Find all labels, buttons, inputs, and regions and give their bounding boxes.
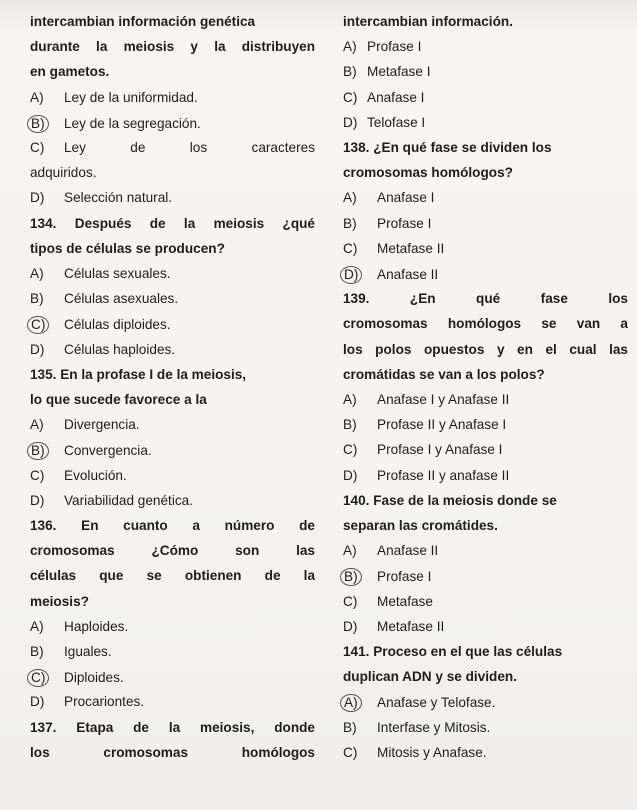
question-text-line: los polos opuestos y en el cual las [343, 341, 628, 357]
question-text-line: en gametos. [30, 64, 110, 80]
option-text: Interfase y Mitosis. [377, 719, 491, 735]
question-text-line: separan las cromátides. [343, 518, 498, 533]
option-text: Anafase I y Anafase II [377, 392, 510, 407]
option-letter [30, 140, 64, 156]
answer-option [30, 140, 315, 156]
answer-option [343, 543, 438, 559]
answer-option [343, 720, 490, 736]
circled-answer-mark: B) [340, 568, 362, 586]
answer-option [30, 644, 112, 660]
option-letter-text: A) [30, 266, 44, 281]
option-letter [343, 745, 377, 761]
option-letter [343, 568, 377, 586]
answer-option [30, 468, 127, 484]
option-letter [343, 90, 367, 106]
option-letter [30, 442, 64, 460]
option-letter [343, 115, 367, 131]
option-text: Ley de los caracteres [64, 140, 315, 155]
option-text: Células sexuales. [64, 266, 171, 281]
question-text-line: 137. Etapa de la meiosis, donde [30, 719, 315, 735]
option-letter-text: B) [343, 215, 357, 231]
option-letter-text: A) [343, 543, 357, 559]
answer-option [343, 39, 421, 55]
option-letter-text: D) [343, 618, 358, 634]
option-letter [30, 619, 64, 635]
option-text: Células asexuales. [64, 291, 179, 307]
option-letter-text: A) [343, 392, 357, 407]
question-text-line: cromosomas homólogos? [343, 165, 513, 181]
option-text: Profase I [377, 569, 432, 585]
option-text: Anafase I [377, 190, 435, 206]
option-text: Metafase II [377, 618, 445, 634]
option-letter [30, 291, 64, 307]
option-text: Metafase [377, 593, 433, 609]
option-letter [30, 417, 64, 433]
question-text-line: 135. En la profase I de la meiosis, [30, 366, 247, 382]
answer-option [30, 316, 171, 334]
option-text: Anafase II [377, 543, 439, 559]
question-text-line: durante la meiosis y la distribuyen [30, 39, 315, 55]
question-text-line: duplican ADN y se dividen. [343, 669, 517, 685]
answer-option [30, 669, 124, 687]
option-letter-text: B) [343, 719, 357, 735]
option-letter [343, 543, 377, 559]
answer-option [343, 392, 509, 408]
option-letter-text: C) [30, 467, 45, 483]
option-letter [343, 266, 377, 284]
option-letter [343, 694, 377, 712]
option-text: Selección natural. [64, 190, 173, 206]
question-text-line: tipos de células se producen? [30, 240, 225, 256]
answer-option [343, 745, 487, 761]
option-text: Variabilidad genética. [64, 492, 193, 508]
option-letter-text: C) [30, 140, 45, 155]
option-text: Telofase I [367, 114, 426, 130]
option-letter-text: C) [343, 593, 358, 609]
question-text-line: 139. ¿En qué fase los [343, 291, 628, 307]
option-letter-text: A) [343, 39, 357, 55]
option-text: Profase I [367, 39, 422, 55]
question-text-line: adquiridos. [30, 165, 97, 181]
answer-option [343, 241, 444, 257]
question-text-line: cromosomas homólogos se van a [343, 316, 628, 332]
answer-option [343, 619, 444, 635]
option-text: Anafase II [377, 267, 439, 282]
option-letter [30, 493, 64, 509]
option-letter-text: B) [343, 417, 357, 433]
option-letter [30, 342, 64, 358]
option-letter-text: C) [343, 442, 358, 458]
question-text-line: células que se obtienen de la [30, 568, 315, 584]
option-letter [343, 468, 377, 484]
option-letter-text: A) [343, 190, 357, 206]
option-letter-text: B) [343, 64, 357, 80]
option-letter-text: C) [343, 89, 358, 105]
option-text: Convergencia. [64, 443, 152, 459]
option-text: Procariontes. [64, 694, 145, 710]
option-letter-text: B) [30, 644, 44, 659]
option-letter-text: D) [30, 694, 45, 710]
option-letter [343, 241, 377, 257]
answer-option [343, 64, 430, 80]
option-text: Profase I y Anafase I [377, 442, 503, 458]
answer-option [343, 417, 506, 433]
answer-option [30, 442, 152, 460]
option-letter-text: D) [343, 114, 358, 130]
question-text-line: cromosomas ¿Cómo son las [30, 543, 315, 559]
option-text: Mitosis y Anafase. [377, 744, 487, 760]
answer-option [30, 342, 175, 358]
answer-option [343, 90, 424, 106]
circled-answer-mark: B) [27, 115, 49, 133]
option-text: Células haploides. [64, 341, 176, 357]
answer-option [30, 266, 171, 282]
option-letter-text: D) [30, 190, 45, 206]
option-text: Ley de la uniformidad. [64, 89, 198, 105]
option-letter [30, 266, 64, 282]
option-letter-text: A) [30, 417, 44, 433]
option-letter [343, 216, 377, 232]
question-text-line: 141. Proceso en el que las células [343, 644, 563, 659]
option-letter [343, 594, 377, 610]
option-letter-text: B) [30, 291, 44, 307]
option-text: Divergencia. [64, 417, 140, 433]
answer-option [343, 266, 438, 284]
option-text: Diploides. [64, 670, 124, 686]
option-letter [30, 316, 64, 334]
option-letter [30, 644, 64, 660]
option-text: Profase II y Anafase I [377, 417, 507, 433]
option-text: Anafase y Telofase. [377, 695, 496, 711]
option-text: Metafase II [377, 240, 445, 256]
answer-option [343, 115, 425, 131]
option-letter-text: A) [30, 89, 44, 105]
option-letter [343, 720, 377, 736]
option-letter [30, 468, 64, 484]
option-text: Células diploides. [64, 317, 171, 333]
circled-answer-mark: C) [27, 669, 49, 687]
option-letter-text: D) [30, 492, 45, 508]
answer-option [343, 190, 434, 206]
option-letter-text: A) [30, 618, 44, 634]
option-text: Ley de la segregación. [64, 115, 201, 131]
answer-option [30, 291, 178, 307]
option-letter-text: D) [30, 341, 45, 357]
question-text-line: 138. ¿En qué fase se dividen los [343, 140, 552, 155]
answer-option [30, 417, 140, 433]
option-letter-text: C) [343, 744, 358, 760]
option-text: Haploides. [64, 618, 129, 634]
circled-answer-mark: B) [27, 442, 49, 460]
question-text-line: 134. Después de la meiosis ¿qué [30, 215, 315, 231]
answer-option [30, 493, 193, 509]
option-letter [343, 64, 367, 80]
option-letter [343, 619, 377, 635]
question-text-line: intercambian información genética [30, 14, 256, 29]
circled-answer-mark: A) [340, 694, 362, 712]
answer-option [343, 468, 509, 484]
option-text: Profase II y anafase II [377, 467, 510, 483]
question-text-line: intercambian información. [343, 14, 513, 29]
question-text-line: meiosis? [30, 593, 89, 609]
answer-option [30, 115, 201, 133]
option-letter [343, 39, 367, 55]
option-letter [343, 392, 377, 408]
question-text-line: 136. En cuanto a número de [30, 518, 315, 533]
answer-option [30, 90, 198, 106]
option-letter [30, 669, 64, 687]
option-letter [30, 694, 64, 710]
option-letter [343, 417, 377, 433]
option-text: Profase I [377, 215, 432, 231]
answer-option [30, 694, 144, 710]
option-letter [30, 190, 64, 206]
circled-answer-mark: D) [340, 266, 362, 284]
option-text: Metafase I [367, 64, 431, 80]
question-text-line: los cromosomas homólogos [30, 744, 315, 760]
option-text: Anafase I [367, 89, 425, 105]
answer-option [343, 594, 433, 610]
option-text: Iguales. [64, 644, 112, 659]
option-letter [343, 442, 377, 458]
answer-option [343, 216, 431, 232]
question-text-line: cromátidas se van a los polos? [343, 366, 545, 382]
option-letter [30, 115, 64, 133]
question-text-line: lo que sucede favorece a la [30, 392, 207, 407]
option-text: Evolución. [64, 467, 127, 483]
circled-answer-mark: C) [27, 316, 49, 334]
option-letter-text: D) [343, 467, 358, 483]
option-letter [30, 90, 64, 106]
answer-option [343, 568, 431, 586]
answer-option [343, 694, 495, 712]
option-letter-text: C) [343, 240, 358, 256]
answer-option [30, 619, 128, 635]
question-text-line: 140. Fase de la meiosis donde se [343, 492, 557, 508]
answer-option [343, 442, 502, 458]
answer-option [30, 190, 172, 206]
option-letter [343, 190, 377, 206]
